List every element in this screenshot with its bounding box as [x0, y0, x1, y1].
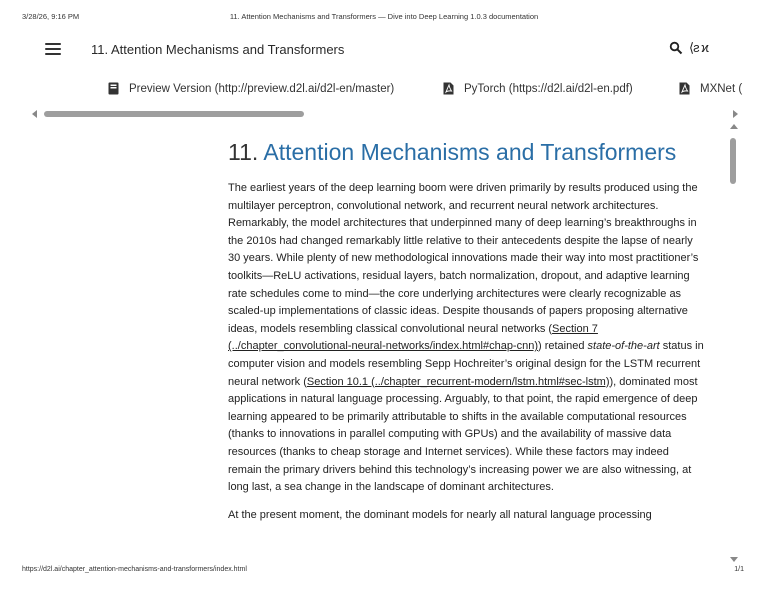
- pdf-icon: [443, 82, 454, 95]
- paragraph-text: ) retained: [538, 340, 588, 353]
- article-paragraph-1: [228, 180, 704, 497]
- search-icon[interactable]: [669, 41, 683, 55]
- link-mxnet-pdf[interactable]: [679, 82, 742, 95]
- download-links-bar: [0, 80, 768, 100]
- hamburger-menu-icon[interactable]: [45, 43, 61, 57]
- article-paragraph-2: At the present moment, the dominant models for nearly all natural language processing: [228, 508, 652, 521]
- page-title: 11. Attention Mechanisms and Transformers: [91, 42, 345, 57]
- link-preview-version[interactable]: [108, 82, 394, 95]
- link-mxnet-label: MXNet (: [700, 82, 743, 95]
- scroll-left-arrow-icon[interactable]: [32, 110, 37, 118]
- section-7-link[interactable]: Section 7 (../chapter_convolutional-neural-networks/index.html#chap-cnn): [228, 322, 598, 353]
- horizontal-scroll-thumb[interactable]: [44, 111, 304, 117]
- paragraph-text: status in computer vision and models resembling Sepp Hochreiter’s original design for the LSTM recurrent neural network (: [228, 340, 704, 388]
- top-bar: [0, 36, 768, 66]
- section-10-1-link[interactable]: Section 10.1 (../chapter_recurrent-modern/lstm.html#sec-lstm): [306, 375, 610, 388]
- scroll-right-arrow-icon[interactable]: [733, 110, 738, 118]
- print-page-title: 11. Attention Mechanisms and Transformers — Dive into Deep Learning 1.0.3 documentation: [229, 12, 539, 21]
- heading-number: 11.: [228, 139, 264, 165]
- book-icon: [108, 82, 119, 95]
- article-heading: [228, 138, 704, 166]
- print-url: https://d2l.ai/chapter_attention-mechanisms-and-transformers/index.html: [22, 566, 247, 573]
- article-content: [228, 138, 704, 562]
- vertical-scroll-thumb[interactable]: [730, 138, 736, 184]
- paragraph-text: The earliest years of the deep learning boom were driven primarily by results produced using the multilayer perceptron, convolutional network, and recurrent neural network architectures. Remarkably, the model architectures that underpinned many of deep learning’s breakthroughs in the 2010s had changed remarkably little relative to their antecedents despite the lapse of nearly 30 years. While plenty of new methodological innovations made their way into most practitioner’s toolkits—ReLU activations, residual layers, batch normalization, dropout, and adaptive learning rate schedules come to mind—the core underlying architectures were clearly recognizable as scaled-up implementations of classic ideas. Despite thousands of papers proposing alternative ideas, models resembling classical convolutional neural networks (: [228, 182, 699, 335]
- scroll-up-arrow-icon[interactable]: [730, 124, 738, 129]
- paragraph-text: ), dominated most applications in natural language processing. Arguably, to that point, the rapid emergence of deep learning appeared to be primarily attributable to shifts in the available computational resources (thanks to innovations in parallel computing with GPUs) and the availability of massive data resources (thanks to cheap storage and Internet services). While these factors may indeed remain the primary drivers behind this technology’s increasing power we are also witnessing, at long last, a sea change in the landscape of dominant architectures.: [228, 375, 698, 494]
- emphasis-text: state-of-the-art: [587, 340, 660, 353]
- horizontal-scrollbar[interactable]: [30, 108, 744, 120]
- heading-text[interactable]: Attention Mechanisms and Transformers: [263, 139, 677, 165]
- scroll-down-arrow-icon[interactable]: [730, 557, 738, 562]
- print-header: [0, 12, 768, 26]
- link-preview-label: Preview Version (http://preview.d2l.ai/d2l-en/master): [129, 82, 395, 95]
- print-page-number: 1/1: [734, 566, 744, 573]
- print-datetime: 3/28/26, 9:16 PM: [22, 12, 80, 21]
- print-footer: [0, 566, 768, 578]
- link-pytorch-pdf[interactable]: [443, 82, 633, 95]
- pdf-icon: [679, 82, 690, 95]
- github-icon[interactable]: ⟨ƨ ϰ: [689, 40, 708, 55]
- link-pytorch-label: PyTorch (https://d2l.ai/d2l-en.pdf): [464, 82, 633, 95]
- vertical-scrollbar[interactable]: [728, 124, 740, 562]
